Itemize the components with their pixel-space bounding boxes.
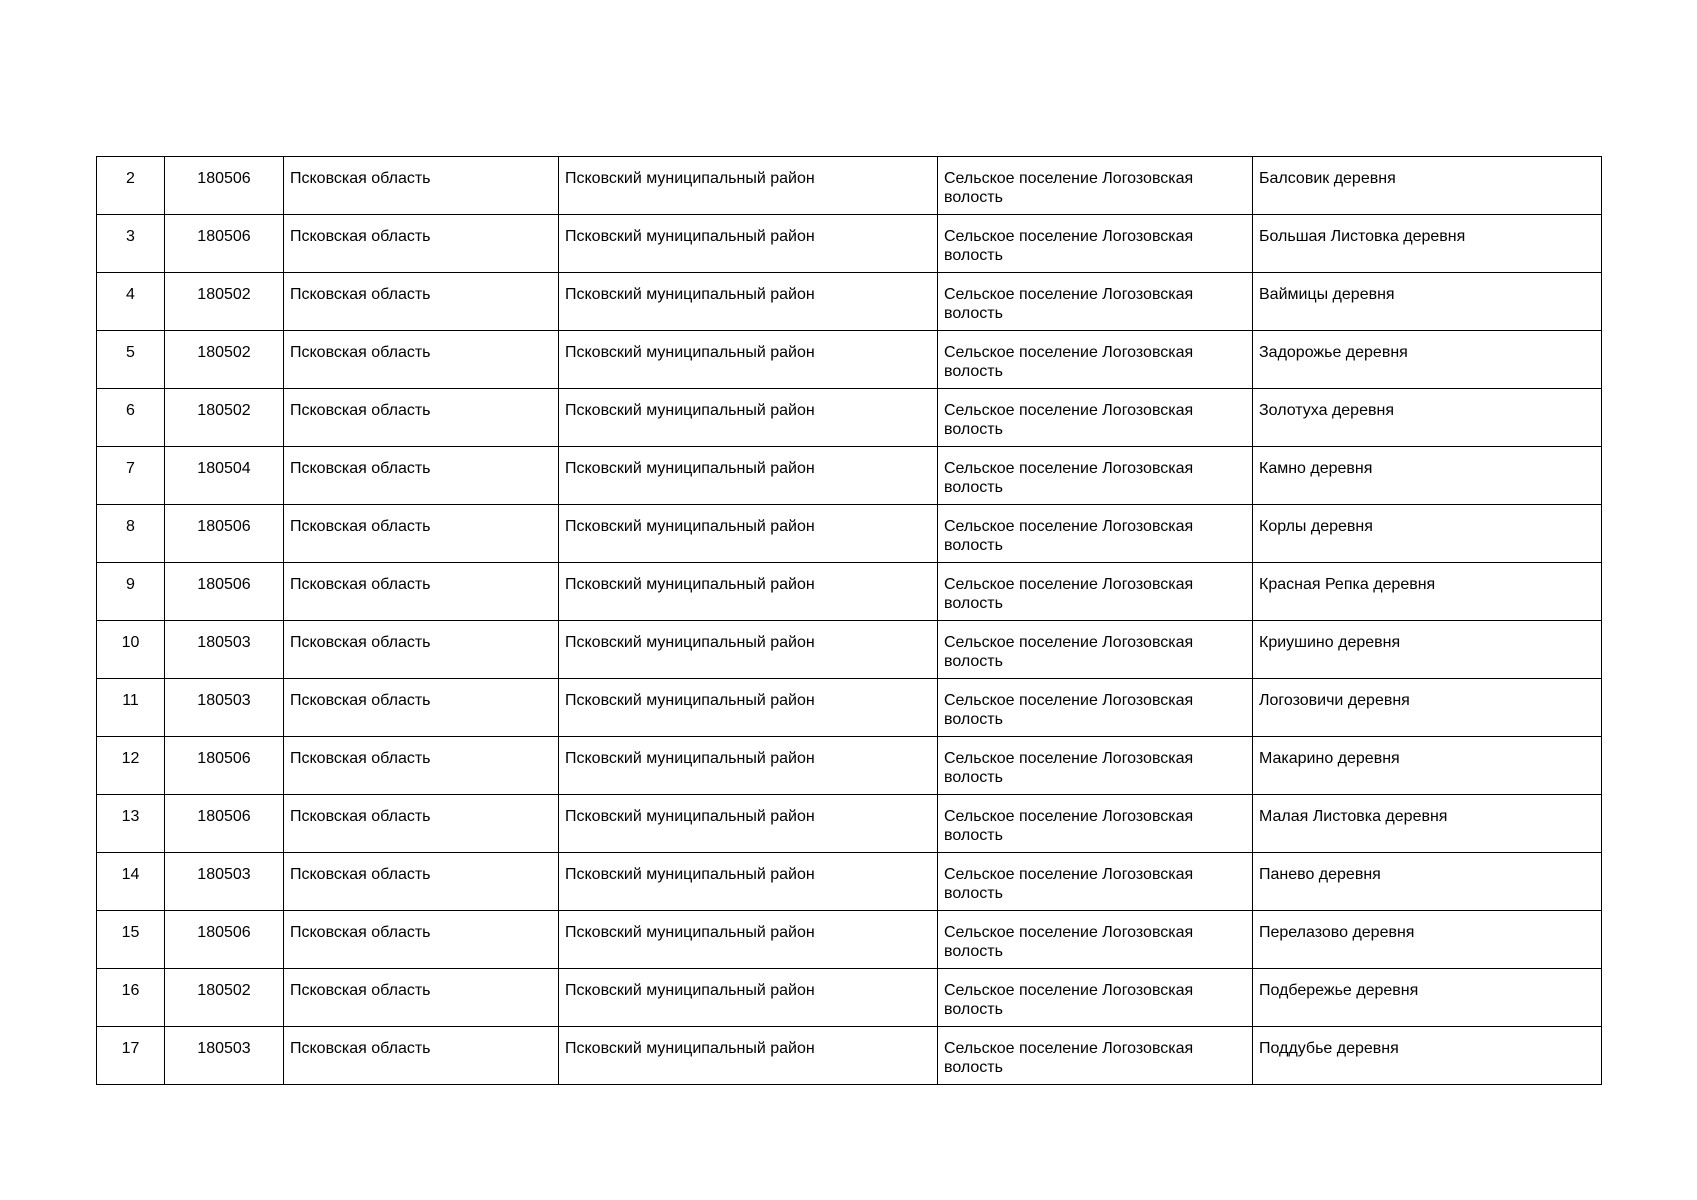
table-row [97,447,1602,505]
cell-region: Псковская область [284,331,559,389]
cell-district: Псковский муниципальный район [559,273,938,331]
cell-row-number: 11 [97,679,165,737]
cell-row-number: 2 [97,157,165,215]
table-row [97,853,1602,911]
cell-settlement: Сельское поселение Логозовская волость [938,505,1253,563]
table-row [97,621,1602,679]
cell-region: Псковская область [284,679,559,737]
cell-district: Псковский муниципальный район [559,215,938,273]
cell-district: Псковский муниципальный район [559,737,938,795]
cell-postal-code: 180506 [165,563,284,621]
cell-district: Псковский муниципальный район [559,563,938,621]
cell-postal-code: 180504 [165,447,284,505]
cell-locality: Большая Листовка деревня [1253,215,1602,273]
cell-settlement: Сельское поселение Логозовская волость [938,679,1253,737]
cell-settlement: Сельское поселение Логозовская волость [938,389,1253,447]
cell-locality: Задорожье деревня [1253,331,1602,389]
table-row [97,215,1602,273]
cell-row-number: 4 [97,273,165,331]
cell-district: Псковский муниципальный район [559,679,938,737]
cell-settlement: Сельское поселение Логозовская волость [938,969,1253,1027]
table-row [97,505,1602,563]
cell-settlement: Сельское поселение Логозовская волость [938,621,1253,679]
cell-settlement: Сельское поселение Логозовская волость [938,853,1253,911]
cell-locality: Поддубье деревня [1253,1027,1602,1085]
cell-locality: Ваймицы деревня [1253,273,1602,331]
cell-region: Псковская область [284,1027,559,1085]
table-row [97,273,1602,331]
cell-region: Псковская область [284,911,559,969]
cell-postal-code: 180506 [165,911,284,969]
cell-district: Псковский муниципальный район [559,505,938,563]
cell-postal-code: 180506 [165,215,284,273]
cell-region: Псковская область [284,215,559,273]
cell-row-number: 9 [97,563,165,621]
cell-district: Псковский муниципальный район [559,853,938,911]
cell-settlement: Сельское поселение Логозовская волость [938,447,1253,505]
cell-postal-code: 180506 [165,157,284,215]
cell-locality: Балсовик деревня [1253,157,1602,215]
cell-settlement: Сельское поселение Логозовская волость [938,795,1253,853]
cell-row-number: 16 [97,969,165,1027]
cell-district: Псковский муниципальный район [559,621,938,679]
cell-row-number: 6 [97,389,165,447]
cell-settlement: Сельское поселение Логозовская волость [938,1027,1253,1085]
cell-row-number: 17 [97,1027,165,1085]
cell-region: Псковская область [284,563,559,621]
cell-district: Псковский муниципальный район [559,331,938,389]
cell-region: Псковская область [284,621,559,679]
cell-row-number: 14 [97,853,165,911]
cell-postal-code: 180503 [165,1027,284,1085]
cell-region: Псковская область [284,853,559,911]
cell-region: Псковская область [284,389,559,447]
cell-district: Псковский муниципальный район [559,911,938,969]
table-row [97,389,1602,447]
cell-district: Псковский муниципальный район [559,1027,938,1085]
cell-settlement: Сельское поселение Логозовская волость [938,911,1253,969]
cell-region: Псковская область [284,505,559,563]
cell-postal-code: 180502 [165,273,284,331]
locality-register-table [96,156,1602,1085]
cell-locality: Малая Листовка деревня [1253,795,1602,853]
cell-locality: Красная Репка деревня [1253,563,1602,621]
cell-settlement: Сельское поселение Логозовская волость [938,737,1253,795]
table-row [97,157,1602,215]
cell-row-number: 7 [97,447,165,505]
cell-district: Псковский муниципальный район [559,447,938,505]
table-row [97,679,1602,737]
cell-postal-code: 180506 [165,505,284,563]
cell-row-number: 10 [97,621,165,679]
cell-region: Псковская область [284,273,559,331]
table-row [97,1027,1602,1085]
table-row [97,969,1602,1027]
table-row [97,795,1602,853]
cell-locality: Макарино деревня [1253,737,1602,795]
cell-district: Псковский муниципальный район [559,969,938,1027]
table-row [97,331,1602,389]
cell-region: Псковская область [284,157,559,215]
cell-region: Псковская область [284,447,559,505]
table-row [97,737,1602,795]
cell-postal-code: 180506 [165,795,284,853]
cell-locality: Перелазово деревня [1253,911,1602,969]
cell-locality: Криушино деревня [1253,621,1602,679]
cell-row-number: 5 [97,331,165,389]
table-body [97,157,1602,1085]
cell-district: Псковский муниципальный район [559,795,938,853]
cell-postal-code: 180503 [165,621,284,679]
cell-region: Псковская область [284,969,559,1027]
cell-locality: Логозовичи деревня [1253,679,1602,737]
cell-settlement: Сельское поселение Логозовская волость [938,157,1253,215]
cell-locality: Камно деревня [1253,447,1602,505]
cell-settlement: Сельское поселение Логозовская волость [938,273,1253,331]
cell-region: Псковская область [284,737,559,795]
cell-postal-code: 180503 [165,853,284,911]
cell-postal-code: 180503 [165,679,284,737]
cell-locality: Корлы деревня [1253,505,1602,563]
cell-row-number: 8 [97,505,165,563]
cell-postal-code: 180506 [165,737,284,795]
cell-settlement: Сельское поселение Логозовская волость [938,215,1253,273]
cell-postal-code: 180502 [165,969,284,1027]
cell-row-number: 15 [97,911,165,969]
table-row [97,563,1602,621]
cell-district: Псковский муниципальный район [559,389,938,447]
cell-locality: Подбережье деревня [1253,969,1602,1027]
cell-settlement: Сельское поселение Логозовская волость [938,331,1253,389]
cell-locality: Золотуха деревня [1253,389,1602,447]
cell-row-number: 12 [97,737,165,795]
cell-row-number: 3 [97,215,165,273]
cell-postal-code: 180502 [165,389,284,447]
cell-locality: Панево деревня [1253,853,1602,911]
cell-region: Псковская область [284,795,559,853]
cell-row-number: 13 [97,795,165,853]
cell-settlement: Сельское поселение Логозовская волость [938,563,1253,621]
cell-postal-code: 180502 [165,331,284,389]
table-row [97,911,1602,969]
cell-district: Псковский муниципальный район [559,157,938,215]
